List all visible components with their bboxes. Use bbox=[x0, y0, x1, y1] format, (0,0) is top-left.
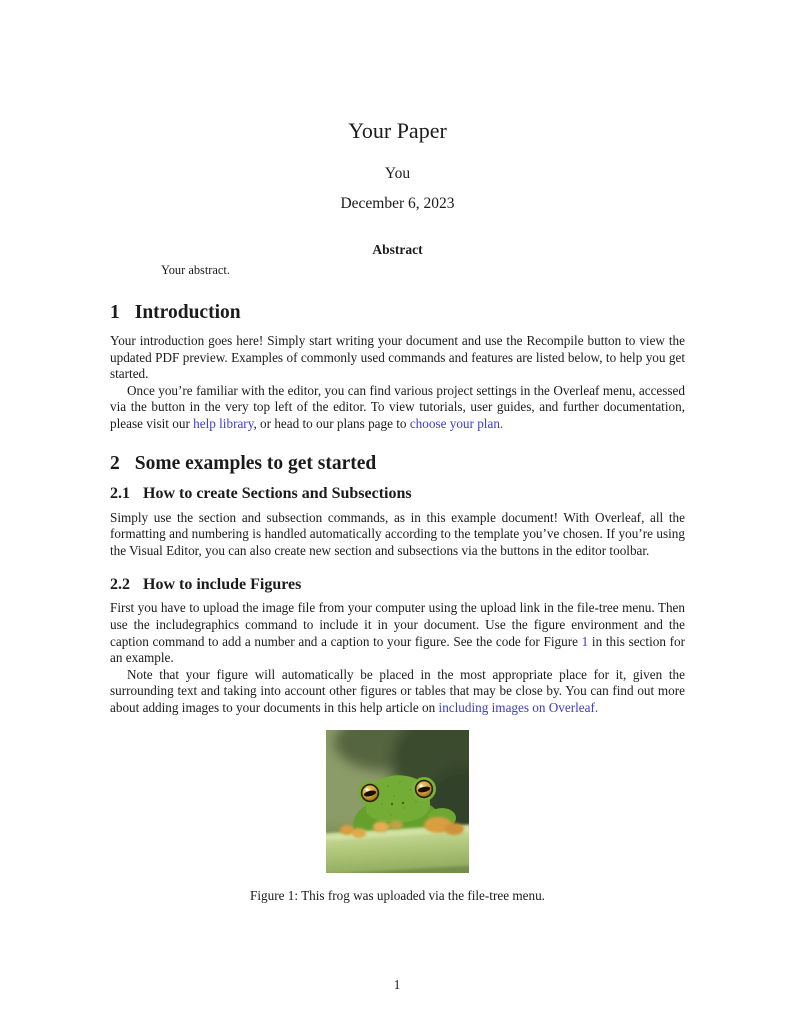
figure-1-reference-link[interactable]: 1 bbox=[581, 633, 589, 649]
paper-author: You bbox=[384, 165, 411, 182]
figure-1 bbox=[110, 730, 685, 904]
section-2-1-paragraph-1: Simply use the section and subsection commands, as in this example document! With Overleaf, all the formatting and numbering is handled automatically according to the template you’ve chosen. If you’re using the Visual Editor, you can also create new section and subsections via the buttons in the editor toolbar. bbox=[110, 509, 685, 558]
section-2-1-title: How to create Sections and Subsections bbox=[143, 484, 412, 502]
including-images-on-overleaf-link[interactable]: including images on Overleaf. bbox=[438, 699, 599, 715]
paper-title: Your Paper bbox=[348, 118, 447, 143]
paper-date: December 6, 2023 bbox=[340, 195, 455, 212]
section-2-2-paragraph-1 bbox=[110, 600, 685, 666]
section-1-title: Introduction bbox=[134, 302, 241, 323]
page-number: 1 bbox=[393, 977, 401, 992]
paragraph-text: in this section for an example. bbox=[110, 633, 685, 666]
section-2-2-title: How to include Figures bbox=[143, 576, 302, 594]
title-block bbox=[110, 0, 685, 213]
paragraph-text: , or head to our plans page to bbox=[253, 415, 410, 431]
section-2-number: 2 bbox=[110, 452, 120, 474]
abstract-heading: Abstract bbox=[372, 242, 423, 257]
frog-photo-image bbox=[326, 730, 469, 873]
paragraph-text: Note that your figure will automatically be placed in the most appropriate place for it, given the surrounding text and taking into account other figures or tables that may be close by. You can find out more about adding images to your documents in this help article on bbox=[110, 666, 685, 715]
section-1-paragraph-2 bbox=[110, 383, 685, 433]
section-2-1-number: 2.1 bbox=[110, 484, 130, 502]
abstract-section bbox=[110, 242, 685, 278]
section-2-2-heading bbox=[110, 576, 685, 594]
paragraph-text: First you have to upload the image file from your computer using the upload link in the file-tree menu. Then use the includegraphics command to include it in your document. Use the figure environment and the caption command to add a number and a caption to your figure. See the code for Figure bbox=[110, 600, 685, 649]
figure-1-caption: Figure 1: This frog was uploaded via the file-tree menu. bbox=[250, 887, 545, 903]
section-1-heading bbox=[110, 302, 685, 324]
section-2-heading bbox=[110, 453, 685, 475]
section-1-number: 1 bbox=[110, 302, 120, 323]
paragraph-text: Once you’re familiar with the editor, you can find various project settings in the Overleaf menu, accessed via the button in the very top left of the editor. To view tutorials, user guides, and further documentation, please visit our bbox=[110, 382, 685, 431]
section-2-title: Some examples to get started bbox=[134, 452, 377, 474]
section-2-2-number: 2.2 bbox=[110, 576, 130, 594]
abstract-text: Your abstract. bbox=[161, 263, 230, 277]
section-2-1-heading bbox=[110, 485, 685, 503]
section-1-paragraph-1: Your introduction goes here! Simply start writing your document and use the Recompile button to view the updated PDF preview. Examples of commonly used commands and features are listed below, to help you get started. bbox=[110, 333, 685, 382]
section-2-2-paragraph-2 bbox=[110, 667, 685, 717]
help-library-link[interactable]: help library bbox=[193, 415, 254, 431]
choose-your-plan-link[interactable]: choose your plan. bbox=[409, 415, 504, 431]
